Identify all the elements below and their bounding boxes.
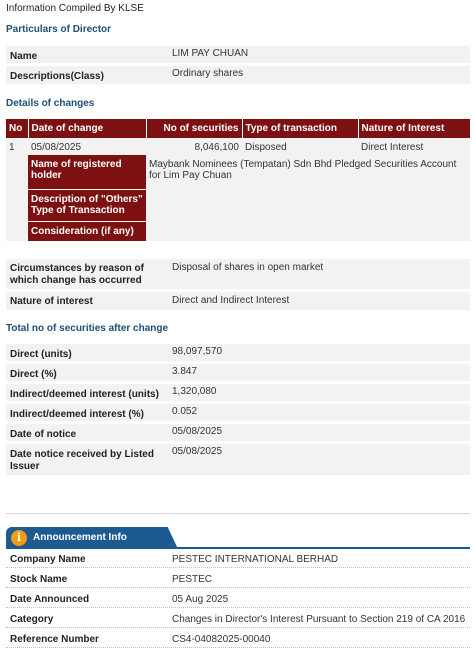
value-category: Changes in Director's Interest Pursuant to Section 219 of CA 2016	[172, 614, 466, 625]
value-date-announced: 05 Aug 2025	[172, 594, 229, 605]
value-class: Ordinary shares	[172, 68, 244, 79]
label-others: Description of "Others" Type of Transaction	[28, 189, 146, 221]
header-date: Date of change	[28, 119, 146, 138]
totals-row-notice-date	[6, 424, 470, 441]
sub-row-others	[6, 189, 470, 221]
label-holder: Name of registered holder	[28, 155, 146, 189]
particulars-row-class	[6, 66, 470, 84]
label-notice-date: Date of notice	[10, 429, 77, 440]
cell-nature: Direct Interest	[361, 142, 424, 153]
circumstances-row-reason	[6, 259, 470, 289]
totals-table	[6, 344, 470, 475]
totals-row-direct-units	[6, 344, 470, 361]
value-direct-units: 98,097,570	[172, 346, 223, 357]
value-indirect-pct: 0.052	[172, 406, 198, 417]
header-nature: Nature of Interest	[358, 119, 470, 138]
label-direct-pct: Direct (%)	[10, 369, 57, 380]
header-no: No	[6, 119, 28, 138]
changes-data-row	[6, 138, 470, 155]
value-direct-pct: 3.847	[172, 366, 198, 377]
label-nature: Nature of interest	[10, 296, 93, 307]
label-category: Category	[10, 614, 54, 625]
announcement-row-stock	[6, 571, 470, 588]
label-class: Descriptions(Class)	[10, 71, 104, 82]
value-stock: PESTEC	[172, 574, 213, 585]
value-notice-date: 05/08/2025	[172, 426, 223, 437]
value-nature: Direct and Indirect Interest	[172, 295, 290, 306]
totals-title: Total no of securities after change	[6, 323, 169, 334]
circumstances-row-nature	[6, 292, 470, 310]
value-received-date: 05/08/2025	[172, 446, 223, 457]
announcement-row-category	[6, 611, 470, 628]
section-divider	[6, 513, 470, 514]
announcement-row-date	[6, 591, 470, 608]
announcement-header	[6, 527, 470, 549]
changes-title: Details of changes	[6, 98, 95, 109]
cell-no: 1	[9, 142, 15, 153]
totals-row-direct-pct	[6, 364, 470, 381]
label-consideration: Consideration (if any)	[28, 221, 146, 241]
totals-row-indirect-units	[6, 384, 470, 401]
cell-securities: 8,046,100	[194, 142, 239, 153]
label-indirect-pct: Indirect/deemed interest (%)	[10, 409, 144, 420]
value-name: LIM PAY CHUAN	[172, 48, 249, 59]
changes-table	[6, 119, 471, 241]
label-direct-units: Direct (units)	[10, 349, 72, 360]
value-others	[146, 189, 470, 221]
label-company: Company Name	[10, 554, 86, 565]
label-date-announced: Date Announced	[10, 594, 90, 605]
announcement-title: Announcement Info	[33, 532, 127, 543]
announcement-row-company	[6, 551, 470, 568]
particulars-table	[6, 46, 470, 84]
totals-row-received-date	[6, 444, 470, 475]
particulars-title: Particulars of Director	[6, 24, 112, 35]
sub-row-consideration	[6, 221, 470, 241]
value-reference: CS4-04082025-00040	[172, 634, 271, 645]
label-received-date: Date notice received by Listed Issuer	[10, 449, 154, 472]
value-consideration	[146, 221, 470, 241]
cell-date: 05/08/2025	[31, 142, 82, 153]
particulars-row-name	[6, 46, 470, 63]
sub-row-holder	[6, 155, 470, 189]
changes-header-row	[6, 119, 470, 138]
header-type: Type of transaction	[242, 119, 358, 138]
label-name: Name	[10, 51, 38, 62]
circumstances-table	[6, 259, 470, 310]
info-icon: i	[11, 530, 27, 546]
announcement-row-reference	[6, 631, 470, 648]
compiled-by-text: Information Compiled By KLSE	[6, 3, 144, 14]
label-indirect-units: Indirect/deemed interest (units)	[10, 389, 159, 400]
label-reason: Circumstances by reason of which change has occurred	[10, 263, 144, 286]
cell-type: Disposed	[245, 142, 287, 153]
header-securities: No of securities	[146, 119, 242, 138]
value-indirect-units: 1,320,080	[172, 386, 217, 397]
value-company: PESTEC INTERNATIONAL BERHAD	[172, 554, 339, 565]
label-stock: Stock Name	[10, 574, 68, 585]
value-reason: Disposal of shares in open market	[172, 262, 324, 273]
totals-row-indirect-pct	[6, 404, 470, 421]
value-holder: Maybank Nominees (Tempatan) Sdn Bhd Pledged Securities Account for Lim Pay Chuan	[146, 155, 470, 189]
label-reference: Reference Number	[10, 634, 99, 645]
